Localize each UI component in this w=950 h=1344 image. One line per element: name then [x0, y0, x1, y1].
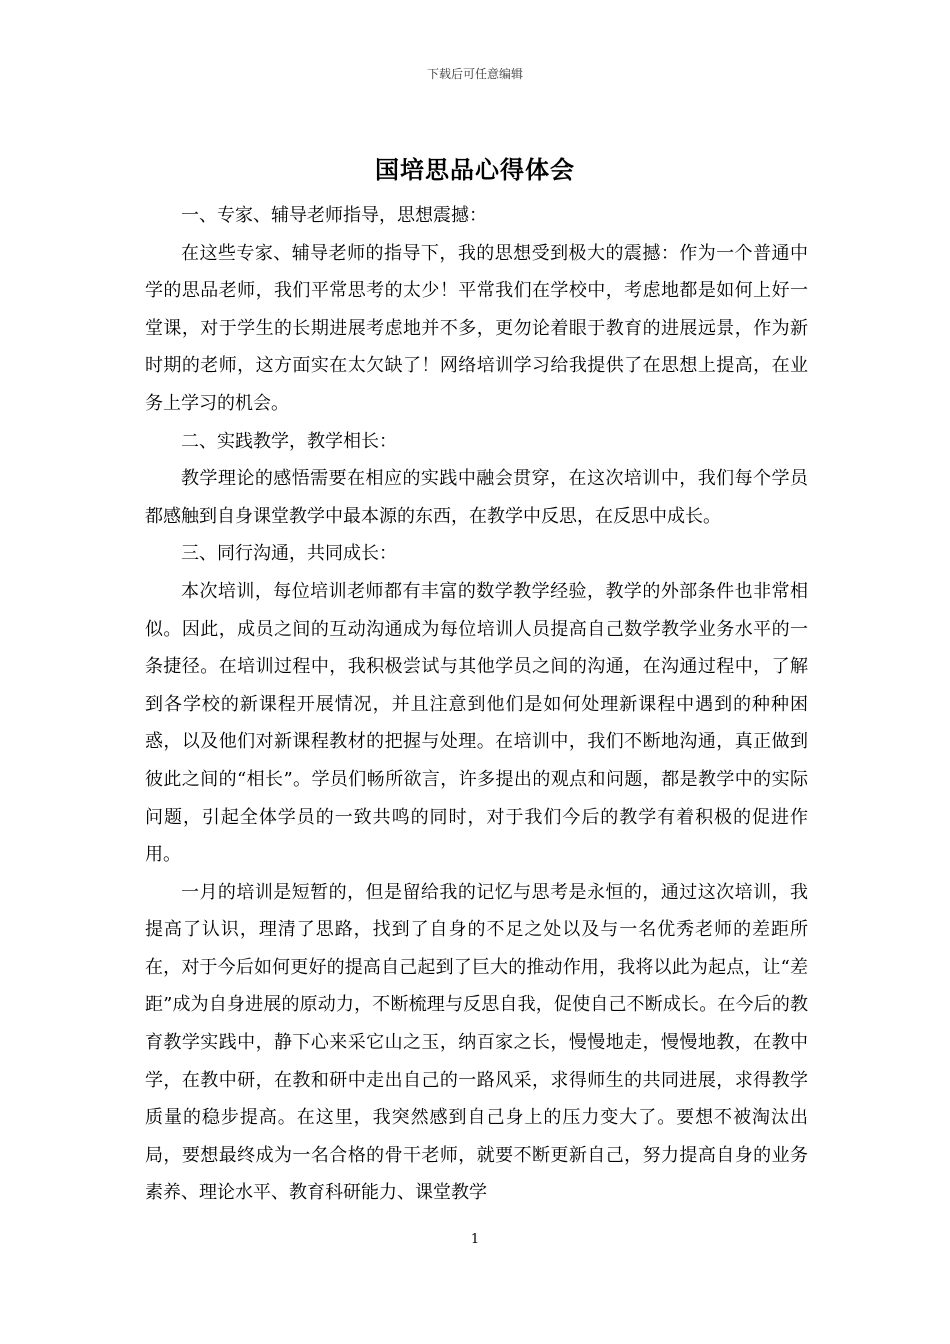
paragraph: 本次培训，每位培训老师都有丰富的数学教学经验，教学的外部条件也非常相似。因此，成员之间的互动沟通成为每位培训人员提高自己数学教学业务水平的一条捷径。在培训过程中，我积极尝试与其他学员之间的沟通，在沟通过程中，了解到各学校的新课程开展情况，并且注意到他们是如何处理新课程中遇到的种种困惑，以及他们对新课程教材的把握与处理。在培训中，我们不断地沟通，真正做到彼此之间的“相长”。学员们畅所欲言，许多提出的观点和问题，都是教学中的实际问题，引起全体学员的一致共鸣的同时，对于我们今后的教学有着积极的促进作用。	[145, 580, 808, 866]
section-heading-2: 二、实践教学，教学相长：	[181, 430, 397, 452]
paragraph: 教学理论的感悟需要在相应的实践中融会贯穿，在这次培训中，我们每个学员都感触到自身课堂教学中最本源的东西，在教学中反思，在反思中成长。	[145, 468, 808, 527]
page-number: 1	[470, 1232, 480, 1247]
page-header-note: 下载后可任意编辑	[426, 67, 523, 81]
document-title: 国培思品心得体会	[375, 155, 575, 184]
document-body	[145, 197, 808, 1212]
paragraph: 一月的培训是短暂的，但是留给我的记忆与思考是永恒的，通过这次培训，我提高了认识，理清了思路，找到了自身的不足之处以及与一名优秀老师的差距所在，对于今后如何更好的提高自己起到了巨大的推动作用，我将以此为起点，让“差距”成为自身进展的原动力，不断梳理与反思自我，促使自己不断成长。在今后的教育教学实践中，静下心来采它山之玉，纳百家之长，慢慢地走，慢慢地教，在教中学，在教中研，在教和研中走出自己的一路风采，求得师生的共同进展，求得教学质量的稳步提高。在这里，我突然感到自己身上的压力变大了。要想不被淘汰出局，要想最终成为一名合格的骨干老师，就要不断更新自己，努力提高自身的业务素养、理论水平、教育科研能力、课堂教学	[145, 881, 808, 1204]
section-heading-3: 三、同行沟通，共同成长：	[181, 543, 397, 565]
paragraph: 在这些专家、辅导老师的指导下，我的思想受到极大的震撼：作为一个普通中学的思品老师，我们平常思考的太少！平常我们在学校中，考虑地都是如何上好一堂课，对于学生的长期进展考虑地并不多，更勿论着眼于教育的进展远景，作为新时期的老师，这方面实在太欠缺了！网络培训学习给我提供了在思想上提高，在业务上学习的机会。	[145, 242, 808, 414]
section-heading-1: 一、专家、辅导老师指导，思想震撼：	[181, 205, 487, 226]
